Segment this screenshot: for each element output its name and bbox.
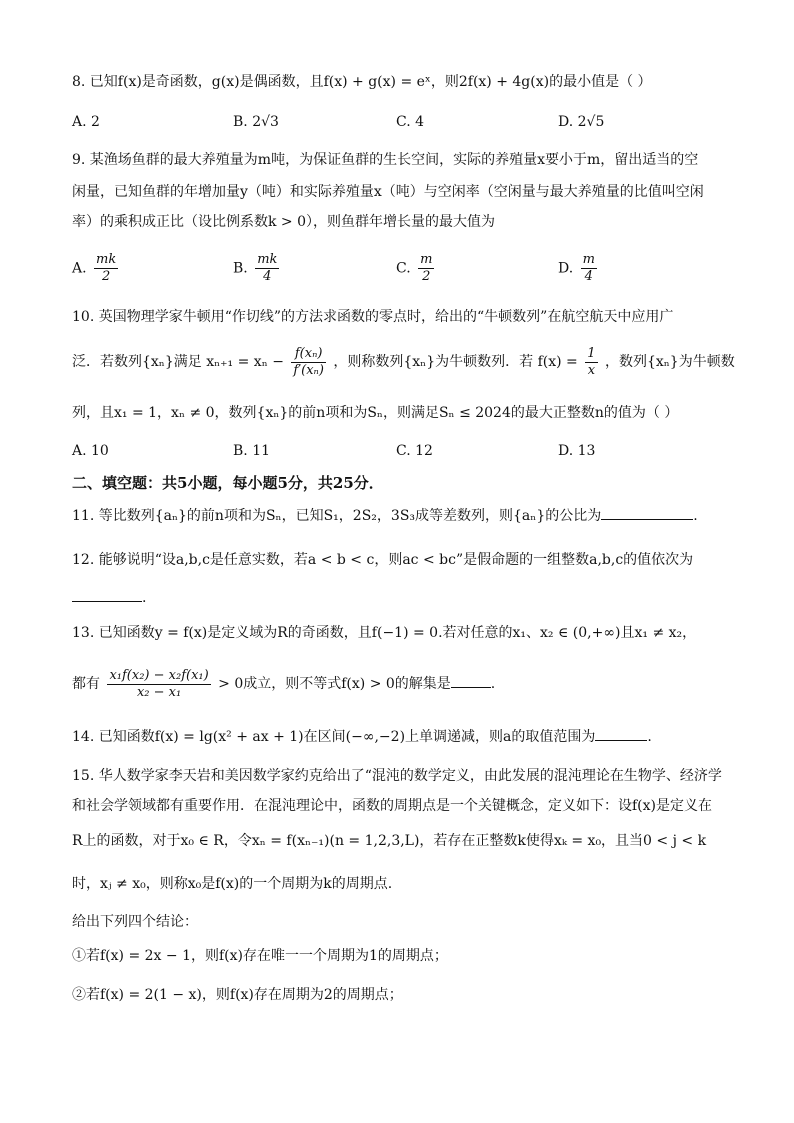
question-12: 12. 能够说明“设a,b,c是任意实数，若a < b < c，则ac < bc”是假命题的一组整数a,b,c的值依次为	[72, 552, 694, 568]
question-15-line-2: 和社会学领域都有重要作用．在混沌理论中，函数的周期点是一个关键概念，定义如下：设f(x)是定义在	[72, 798, 712, 814]
q9-choice-a-label: A.	[72, 260, 87, 277]
q10-function-fraction	[585, 346, 597, 379]
q9-choice-c-denominator: 2	[422, 269, 431, 284]
q10-newton-numerator: f(xₙ)	[291, 346, 326, 363]
q10-line-2-part-b: ，则称数列{xₙ}为牛顿数列．若 f(x) =	[333, 354, 578, 370]
q9-choice-b-label: B.	[233, 260, 248, 277]
q14-end: .	[647, 729, 652, 745]
question-13-line-2	[72, 664, 722, 704]
q13-line-2-part-b: > 0成立，则不等式f(x) > 0的解集是	[218, 676, 451, 692]
q8-choice-a: A. 2	[72, 114, 100, 130]
question-9-line-1: 9. 某渔场鱼群的最大养殖量为m吨，为保证鱼群的生长空间，实际的养殖量x要小于m，留出适当的空	[72, 152, 699, 168]
q13-end: .	[490, 676, 496, 692]
q8-choice-d: D. 2√5	[558, 114, 605, 130]
q9-choice-d-label: D.	[558, 260, 574, 277]
question-9-line-3: 率）的乘积成正比（设比例系数k > 0），则鱼群年增长量的最大值为	[72, 214, 496, 230]
q9-choice-b-denominator: 4	[263, 269, 272, 284]
question-11	[72, 506, 722, 526]
q8-choice-c: C. 4	[396, 114, 425, 130]
q13-line-2-part-a: 都有	[72, 676, 100, 692]
q10-choice-a: A. 10	[72, 443, 109, 459]
question-10-line-2	[72, 342, 735, 382]
q9-choice-c-fraction	[418, 252, 434, 285]
q9-choice-d-numerator: m	[582, 252, 595, 267]
q14-answer-blank	[595, 739, 647, 741]
q8-choice-b: B. 2√3	[233, 114, 279, 130]
q10-choice-b: B. 11	[233, 443, 271, 459]
q10-function-numerator: 1	[587, 345, 596, 361]
q11-answer-blank	[601, 518, 693, 520]
q10-choice-c: C. 12	[396, 443, 433, 459]
q9-choice-a-numerator: mk	[96, 252, 117, 267]
question-15-conclusion-1: ①若f(x) = 2x − 1，则f(x)存在唯一一个周期为1的周期点；	[72, 948, 448, 964]
q9-choice-b-numerator: mk	[257, 252, 278, 267]
question-15-line-3: R上的函数，对于x₀ ∈ R，令xₙ = f(xₙ₋₁)(n = 1,2,3,L)，若存在正整数k使得xₖ = x₀，且当0 < j < k	[72, 833, 707, 849]
q13-fraction	[107, 668, 210, 701]
question-13-line-1: 13. 已知函数y = f(x)是定义域为R的奇函数，且f(−1) = 0.若对任意的x₁、x₂ ∈ (0,+∞)且x₁ ≠ x₂，	[72, 625, 697, 641]
q9-choice-c	[396, 252, 437, 285]
q10-newton-fraction	[291, 346, 326, 379]
q9-choice-a-fraction	[94, 252, 118, 285]
question-9-line-2: 闲量，已知鱼群的年增加量y（吨）和实际养殖量x（吨）与空闲率（空闲量与最大养殖量的比值叫空闲	[72, 184, 704, 200]
q11-end: .	[693, 508, 698, 524]
q10-choice-d: D. 13	[558, 443, 596, 459]
q13-numerator: x₁f(x₂) − x₂f(x₁)	[109, 667, 209, 683]
q10-line-2-part-a: 泛．若数列{xₙ}满足 xₙ₊₁ = xₙ −	[72, 354, 284, 370]
q12-answer-blank	[72, 600, 142, 602]
q13-answer-blank	[451, 686, 491, 688]
q9-choice-a	[72, 252, 121, 285]
q14-text: 14. 已知函数f(x) = lg(x² + ax + 1)在区间(−∞,−2)上单调递减，则a的取值范围为	[72, 729, 596, 745]
question-15-conclusion-2: ②若f(x) = 2(1 − x)，则f(x)存在周期为2的周期点；	[72, 987, 403, 1003]
question-15-line-4: 时，xⱼ ≠ x₀，则称x₀是f(x)的一个周期为k的周期点.	[72, 876, 393, 892]
q13-denominator: x₂ − x₁	[136, 684, 182, 700]
question-8-text: 8. 已知f(x)是奇函数，g(x)是偶函数，且f(x) + g(x) = eˣ，则2f(x) + 4g(x)的最小值是（ ）	[72, 74, 652, 90]
q11-text: 11. 等比数列{aₙ}的前n项和为Sₙ，已知S₁，2S₂，3S₃成等差数列，则{aₙ}的公比为	[72, 508, 602, 524]
question-12-answer-line	[72, 588, 722, 608]
q9-choice-a-denominator: 2	[101, 269, 111, 284]
q9-choice-c-numerator: m	[420, 252, 433, 267]
q10-line-2-part-c: ，数列{xₙ}为牛顿数	[604, 354, 735, 370]
question-14	[72, 727, 722, 747]
q10-newton-denominator: f′(xₙ)	[293, 362, 324, 378]
question-15-line-5: 给出下列四个结论：	[72, 914, 198, 930]
question-15-line-1: 15. 华人数学家李天岩和美因数学家约克给出了“混沌的数学定义，由此发展的混沌理论在生物学、经济学	[72, 768, 722, 784]
q9-choice-d	[558, 252, 600, 285]
question-10-line-1: 10. 英国物理学家牛顿用“作切线”的方法求函数的零点时，给出的“牛顿数列”在航空航天中应用广	[72, 309, 674, 325]
q9-choice-b-fraction	[255, 252, 279, 285]
q9-choice-d-fraction	[581, 252, 597, 285]
q9-choice-b	[233, 252, 282, 285]
q9-choice-d-denominator: 4	[584, 269, 593, 284]
q12-end: .	[142, 590, 147, 606]
q10-function-denominator: x	[587, 362, 596, 378]
section-2-title: 二、填空题：共5小题，每小题5分，共25分．	[72, 474, 384, 492]
question-10-line-3: 列，且x₁ = 1，xₙ ≠ 0，数列{xₙ}的前n项和为Sₙ，则满足Sₙ ≤ 2024的最大正整数n的值为（ ）	[72, 405, 679, 421]
q9-choice-c-label: C.	[396, 260, 411, 277]
